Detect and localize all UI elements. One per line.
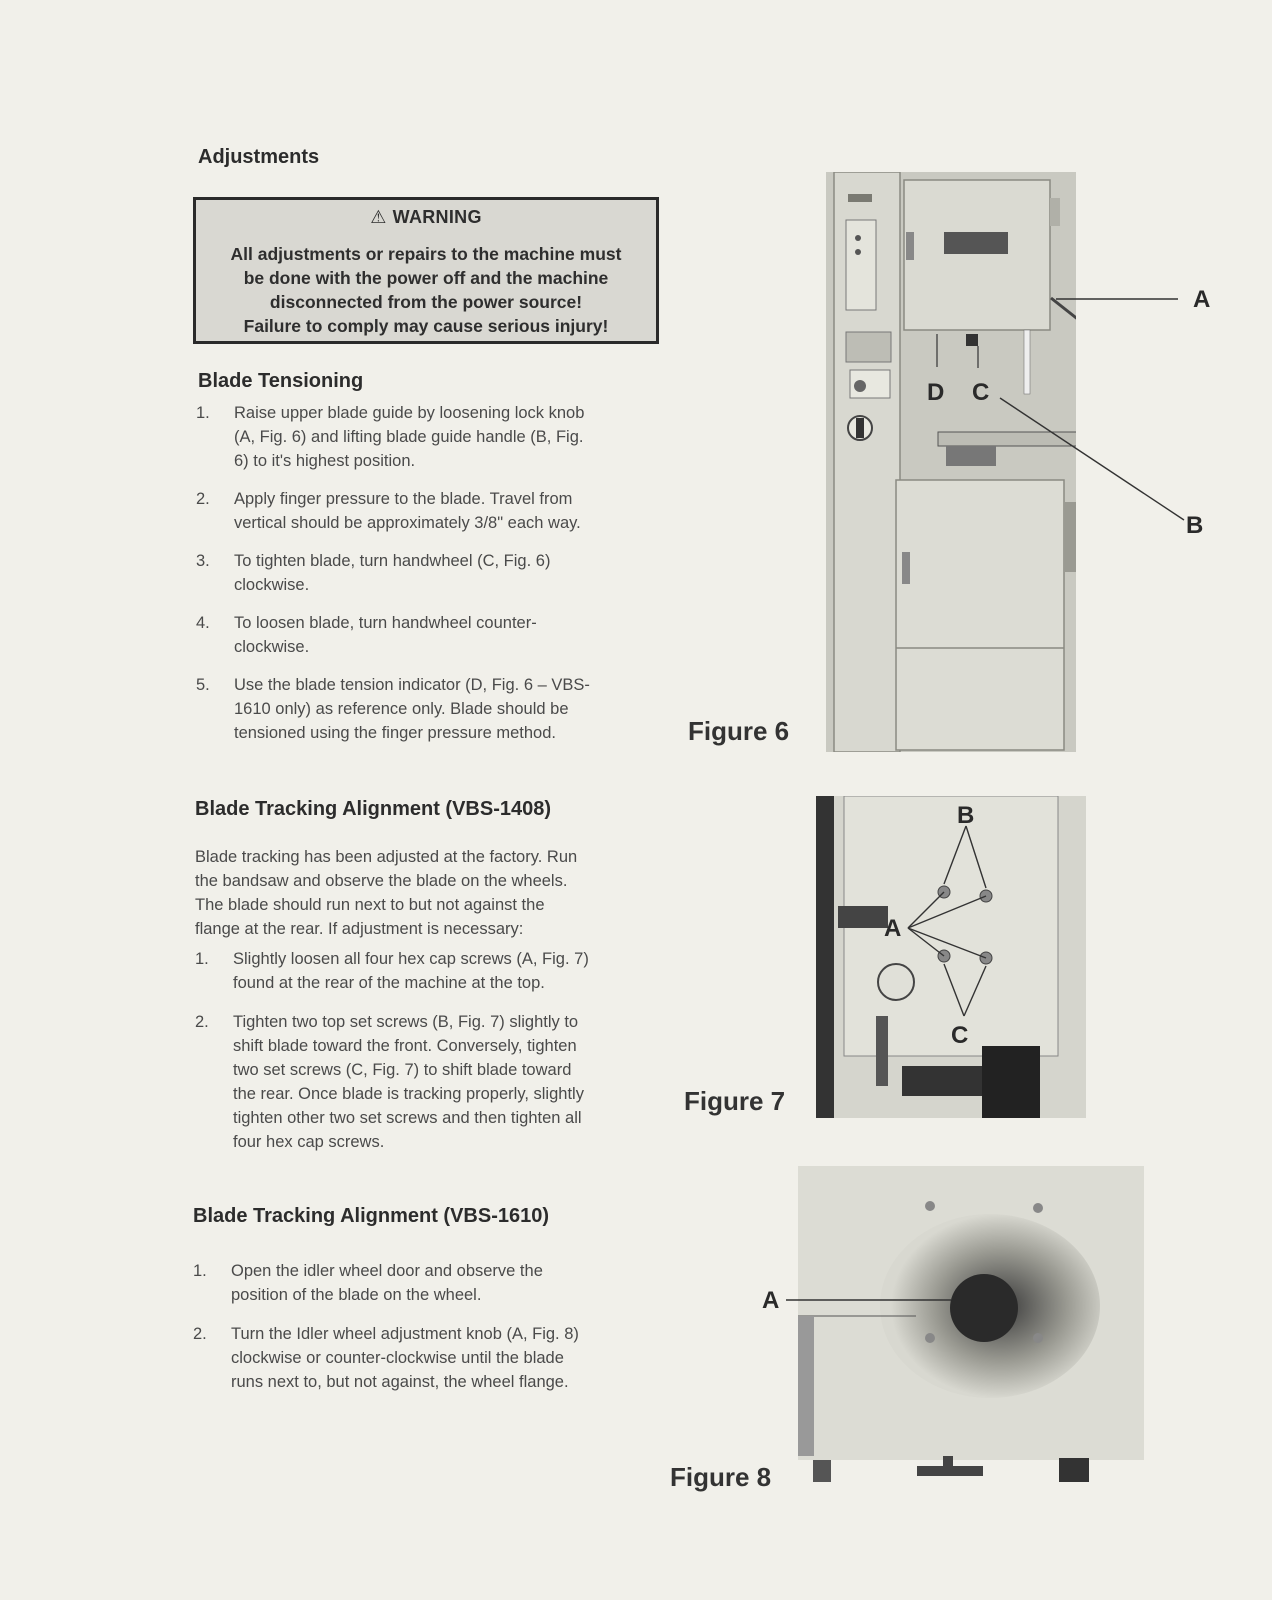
blade-tensioning-steps xyxy=(196,401,656,745)
figure-7-caption: Figure 7 xyxy=(684,1086,786,1116)
list-item: 5. Use the blade tension indicator (D, Fig. 6 – VBS- 1610 only) as reference only. Blade should be tensioned using the finger pressure method. xyxy=(196,676,590,742)
list-item: 2. Apply finger pressure to the blade. Travel from vertical should be approximately 3/8" each way. xyxy=(196,490,581,532)
figure-7-callout-b: B xyxy=(957,802,975,829)
figure-8-callout-line xyxy=(786,1290,966,1310)
list-item: 2. Tighten two top set screws (B, Fig. 7) slightly to shift blade toward the front. Conversely, tighten two set screws (C, Fig. 7) to shift blade toward the rear. Once blade is tracking properly, slightly tighten other two set screws and then tighten all four hex cap screws. xyxy=(195,1013,584,1151)
tracking-1408-title: Blade Tracking Alignment (VBS-1408) xyxy=(195,798,552,820)
list-item: 1. Slightly loosen all four hex cap screws (A, Fig. 7) found at the rear of the machine at the top. xyxy=(195,950,589,992)
figure-6-callout-a: A xyxy=(1193,286,1211,313)
warning-title: ⚠ WARNING xyxy=(370,207,482,227)
figure-8-knob-photo xyxy=(798,1166,1144,1460)
figure-8-caption: Figure 8 xyxy=(670,1462,772,1492)
warning-text: All adjustments or repairs to the machine must be done with the power off and the machine disconnected from the power source! Failure to comply may cause serious injury! xyxy=(230,244,622,336)
tracking-1408-intro: Blade tracking has been adjusted at the factory. Run the bandsaw and observe the blade on the wheels. The blade should run next to but not against the flange at the rear. If adjustment is necessary: xyxy=(195,848,578,938)
tracking-1610-steps xyxy=(193,1259,663,1394)
list-item: 4. To loosen blade, turn handwheel counter- clockwise. xyxy=(196,614,537,656)
figure-6-callout-c: C xyxy=(972,379,990,406)
figure-6-callout-b: B xyxy=(1186,512,1204,539)
figure-6-callout-lines xyxy=(820,160,1200,560)
blade-tensioning-title: Blade Tensioning xyxy=(198,370,364,392)
list-item: 2. Turn the Idler wheel adjustment knob (A, Fig. 8) clockwise or counter-clockwise until the blade runs next to, but not against, the wheel flange. xyxy=(193,1325,579,1391)
list-item: 1. Raise upper blade guide by loosening lock knob (A, Fig. 6) and lifting blade guide handle (B, Fig. 6) to it's highest position. xyxy=(196,404,585,470)
figure-6-caption: Figure 6 xyxy=(688,716,790,746)
figure-8-base-photo-strip xyxy=(805,1456,1095,1486)
figure-7-screws-photo xyxy=(816,796,1086,1118)
tracking-1610-title: Blade Tracking Alignment (VBS-1610) xyxy=(193,1205,550,1227)
tracking-1408-steps xyxy=(195,947,665,1154)
list-item: 3. To tighten blade, turn handwheel (C, Fig. 6) clockwise. xyxy=(196,552,551,594)
figure-7-callout-c: C xyxy=(951,1022,969,1049)
warning-triangle-icon: ⚠ xyxy=(370,207,387,227)
list-item: 1. Open the idler wheel door and observe the position of the blade on the wheel. xyxy=(193,1262,543,1304)
warning-box xyxy=(193,197,659,344)
figure-8-callout-a: A xyxy=(762,1287,780,1314)
figure-7-callout-a: A xyxy=(884,915,902,942)
figure-6-callout-d: D xyxy=(927,379,945,406)
section-title: Adjustments xyxy=(198,146,320,168)
